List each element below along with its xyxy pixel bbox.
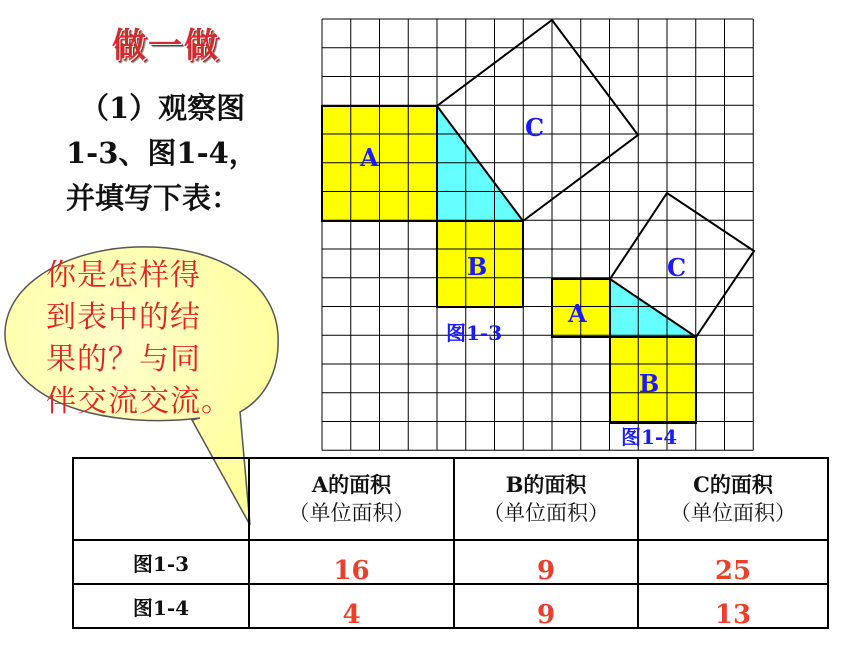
cell-a[interactable] bbox=[249, 584, 454, 628]
cell-b[interactable] bbox=[454, 584, 638, 628]
table-header-row bbox=[73, 458, 828, 540]
cell-c[interactable] bbox=[638, 540, 828, 584]
table-header-empty bbox=[73, 458, 249, 540]
value-b: 9 bbox=[536, 600, 556, 630]
table-row bbox=[73, 584, 828, 628]
instruction-line-3: 并填写下表： bbox=[66, 181, 241, 215]
table-header-c bbox=[638, 458, 828, 540]
fig13-caption: 图1-3 bbox=[446, 321, 503, 345]
row-label: 图1-3 bbox=[73, 540, 249, 584]
fig14-label-a: A bbox=[568, 299, 587, 328]
fig13-label-a: A bbox=[360, 143, 379, 172]
page-title: 做一做 bbox=[112, 26, 220, 66]
value-a: 16 bbox=[333, 556, 370, 586]
fig14-label-b: B bbox=[639, 369, 660, 398]
bubble-line-1: 你是怎样得 bbox=[46, 258, 201, 293]
instruction-line-2: 1-3、图1-4， bbox=[66, 136, 258, 170]
area-table bbox=[72, 457, 829, 629]
instruction-line-1: （1）观察图 bbox=[80, 91, 246, 125]
fig14-caption: 图1-4 bbox=[621, 425, 678, 449]
header-a-unit: （单位面积） bbox=[288, 501, 415, 525]
bubble-line-4: 伴交流交流。 bbox=[46, 384, 232, 419]
value-c: 25 bbox=[714, 556, 752, 586]
fig14-label-c: C bbox=[667, 253, 687, 282]
fig13-label-b: B bbox=[467, 252, 488, 281]
value-a: 4 bbox=[342, 600, 361, 630]
header-c-unit: （单位面积） bbox=[670, 501, 796, 525]
table-header-a bbox=[249, 458, 454, 540]
cell-c[interactable] bbox=[638, 584, 828, 628]
cell-a[interactable] bbox=[249, 540, 454, 584]
value-c: 13 bbox=[714, 600, 752, 630]
header-b-unit: （单位面积） bbox=[483, 501, 609, 525]
value-b: 9 bbox=[536, 556, 556, 586]
cell-b[interactable] bbox=[454, 540, 638, 584]
row-label: 图1-4 bbox=[73, 584, 249, 628]
header-b-top: B的面积 bbox=[505, 472, 587, 497]
table-header-b bbox=[454, 458, 638, 540]
bubble-line-3: 果的？与同 bbox=[46, 342, 201, 377]
table-row bbox=[73, 540, 828, 584]
fig13-label-c: C bbox=[525, 113, 545, 142]
header-c-top: C的面积 bbox=[693, 472, 773, 497]
bubble-line-2: 到表中的结 bbox=[46, 300, 201, 335]
header-a-top: A的面积 bbox=[311, 472, 392, 497]
